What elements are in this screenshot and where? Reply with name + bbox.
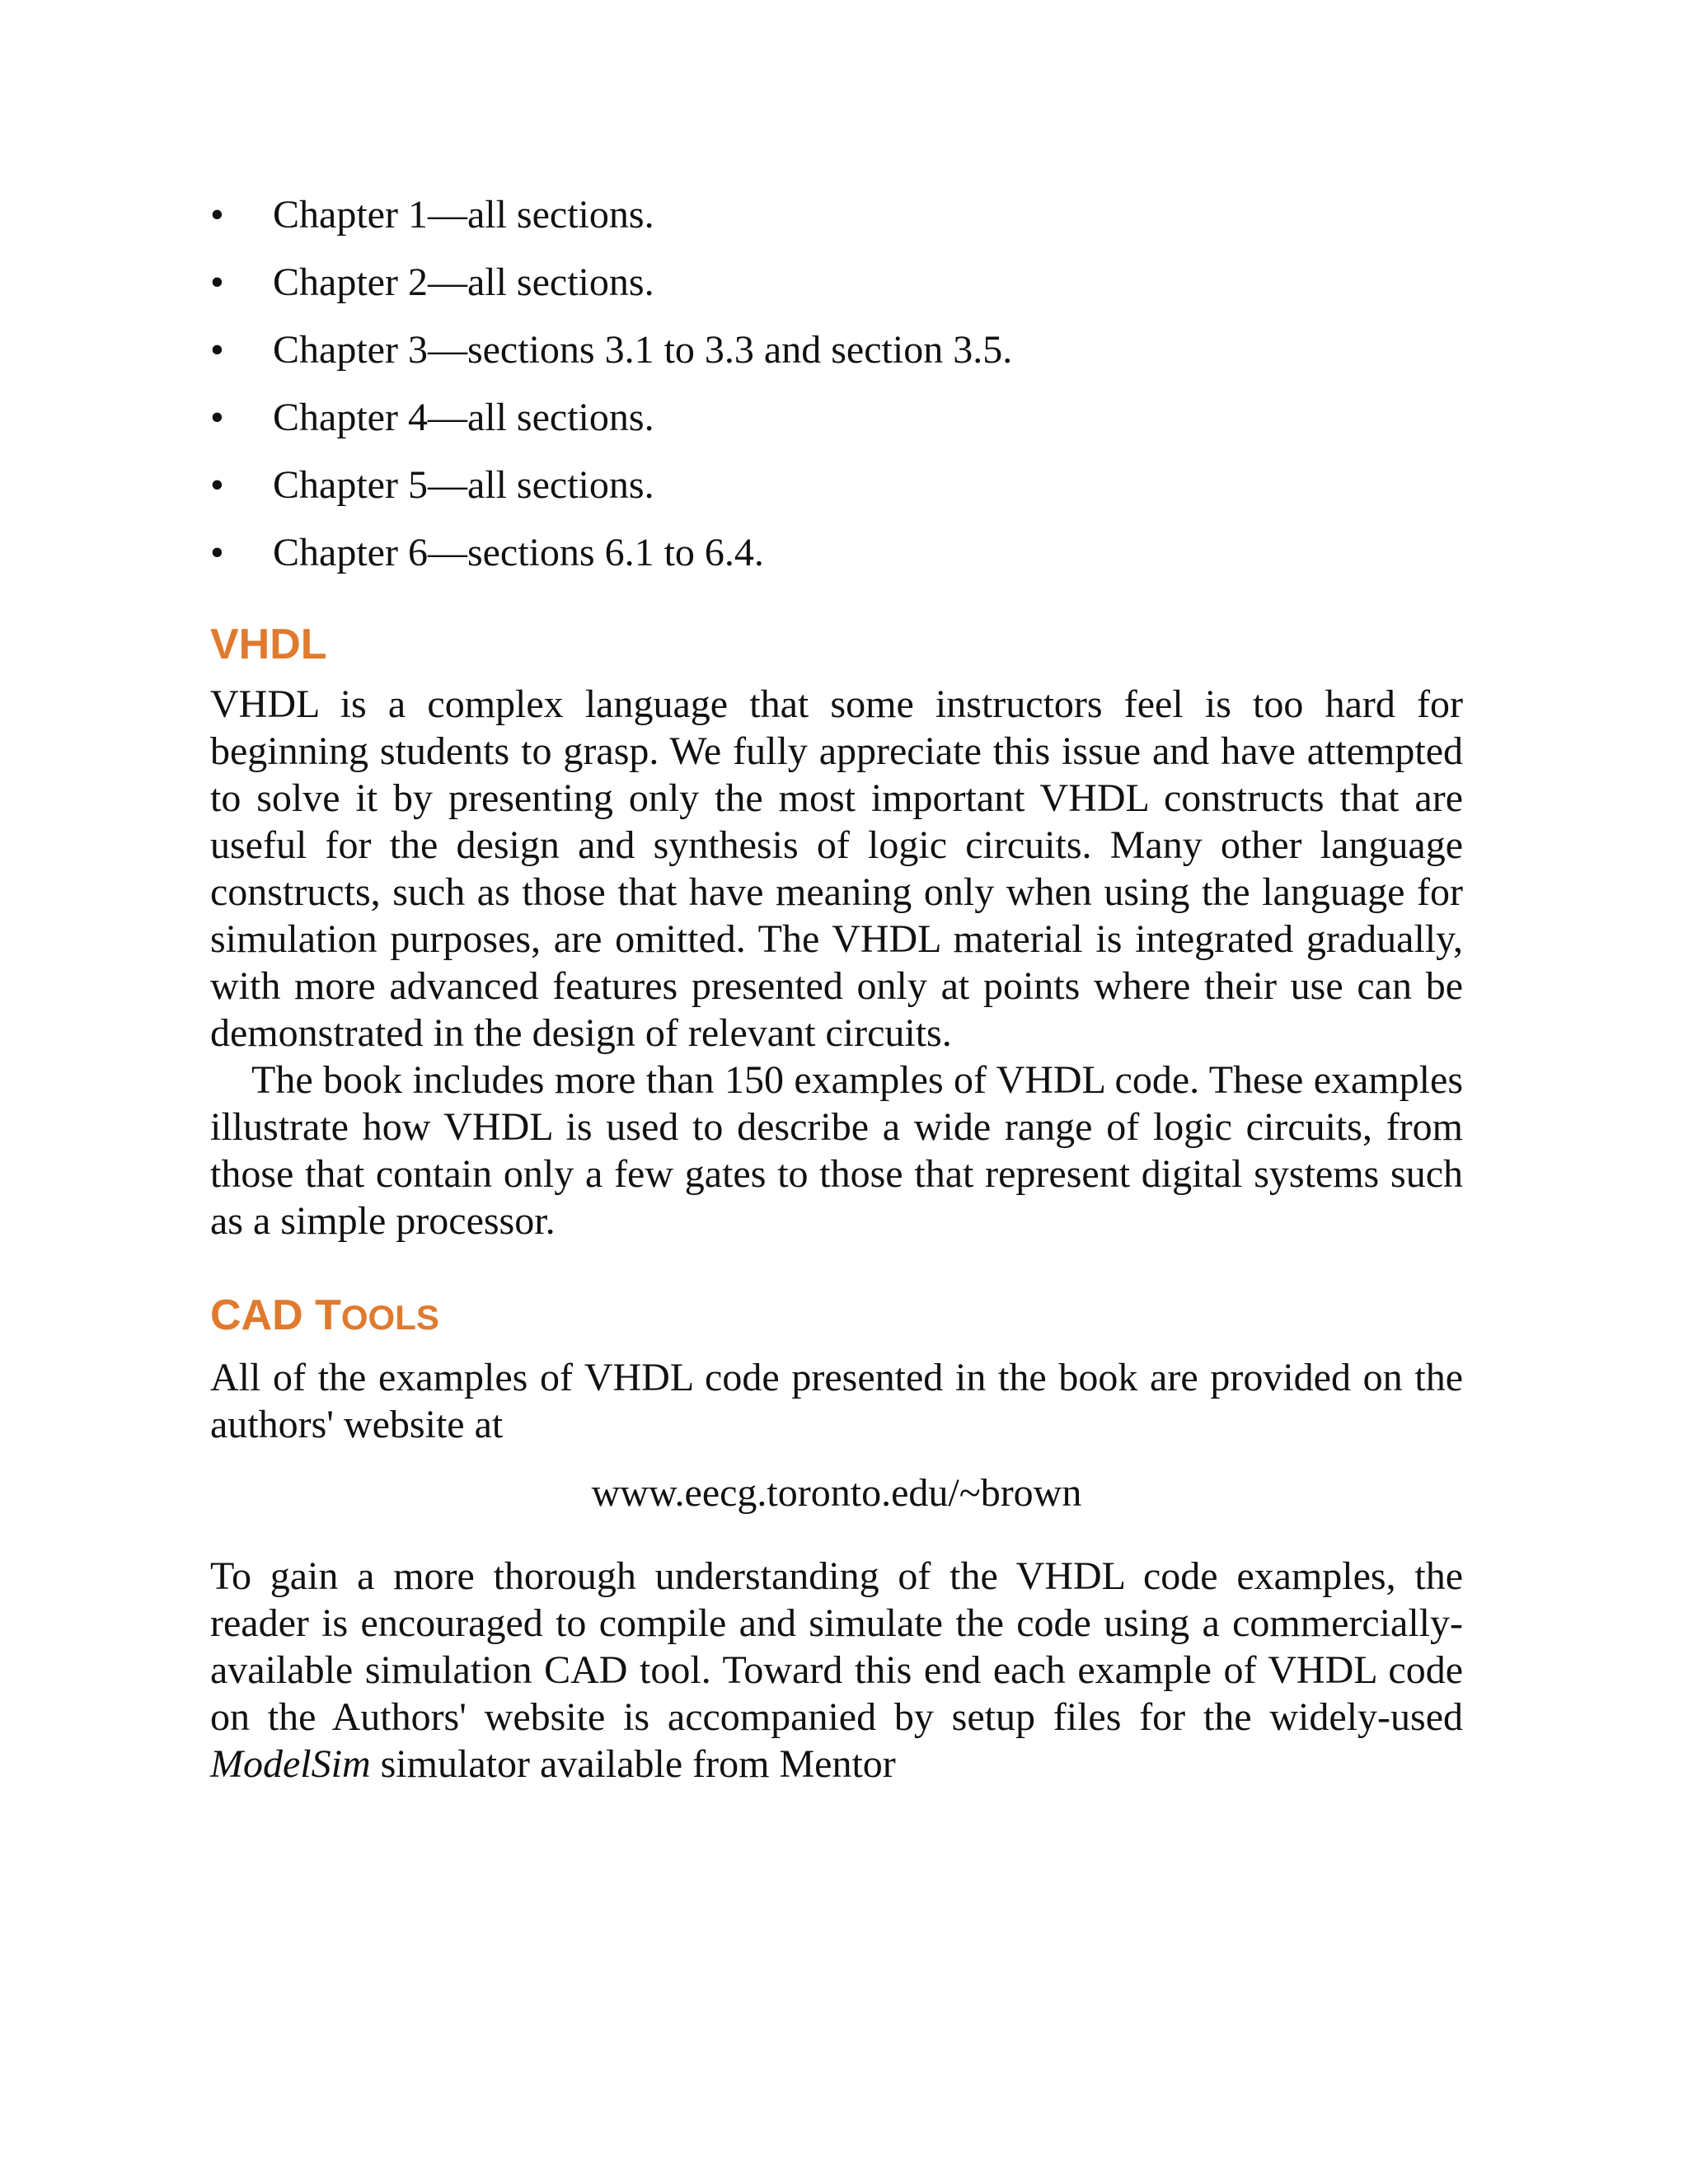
list-item — [210, 326, 1463, 394]
cad-tools-heading-rest: OOLS — [340, 1298, 439, 1337]
cad-paragraph-1: All of the examples of VHDL code presented in the book are provided on the authors' website at — [210, 1356, 1463, 1446]
cad-tools-heading — [210, 1291, 1463, 1343]
bullet-glyph: • — [210, 396, 224, 439]
website-url: www.eecg.toronto.edu/~brown — [591, 1471, 1082, 1515]
bullet-glyph: • — [210, 531, 224, 574]
list-item — [210, 394, 1463, 462]
list-item-text: Chapter 5—all sections. — [273, 463, 654, 507]
vhdl-paragraph-2: The book includes more than 150 examples of VHDL code. These examples illustrate how VHDL is used to describe a wide range of logic circuits, from those that contain only a few gates to those that represent digital systems such as a simple processor. — [210, 1058, 1463, 1243]
vhdl-heading: VHDL — [210, 621, 327, 668]
list-item — [210, 259, 1463, 326]
cad-paragraph-2-start: To gain a more thorough understanding of the VHDL code examples, the reader is encouraged to compile and simulate the code using a commercially-available simulation CAD tool. Toward this end each example of VHDL code on the Authors' website is accompanied by setup files for the widely-used — [210, 1554, 1463, 1739]
list-item-text: Chapter 4—all sections. — [273, 396, 654, 439]
list-item-text: Chapter 3—sections 3.1 to 3.3 and section 3.5. — [273, 328, 1013, 372]
bullet-glyph: • — [210, 328, 224, 372]
cad-paragraph-2-end: simulator available from Mentor — [370, 1742, 896, 1786]
bullet-glyph: • — [210, 260, 224, 304]
list-item-text: Chapter 2—all sections. — [273, 260, 654, 304]
list-item-text: Chapter 1—all sections. — [273, 193, 654, 237]
list-item — [210, 191, 1463, 259]
document-page — [210, 191, 1463, 1788]
bullet-glyph: • — [210, 463, 224, 507]
chapter-list — [210, 191, 1463, 597]
vhdl-paragraph-1: VHDL is a complex language that some instructors feel is too hard for beginning students to grasp. We fully appreciate this issue and have attempted to solve it by presenting only the most important VHDL constructs that are useful for the design and synthesis of logic circuits. Many other language constructs, such as those that have meaning only when using the language for simulation purposes, are omitted. The VHDL material is integrated gradually, with more advanced features presented only at points where their use can be demonstrated in the design of relevant circuits. — [210, 682, 1463, 1055]
list-item-text: Chapter 6—sections 6.1 to 6.4. — [273, 531, 764, 574]
cad-tools-heading-first: CAD T — [210, 1291, 341, 1339]
bullet-glyph: • — [210, 193, 224, 237]
list-item — [210, 462, 1463, 529]
modelsim-name: ModelSim — [210, 1742, 371, 1786]
cad-paragraph-2 — [210, 1553, 1463, 1788]
list-item — [210, 529, 1463, 597]
